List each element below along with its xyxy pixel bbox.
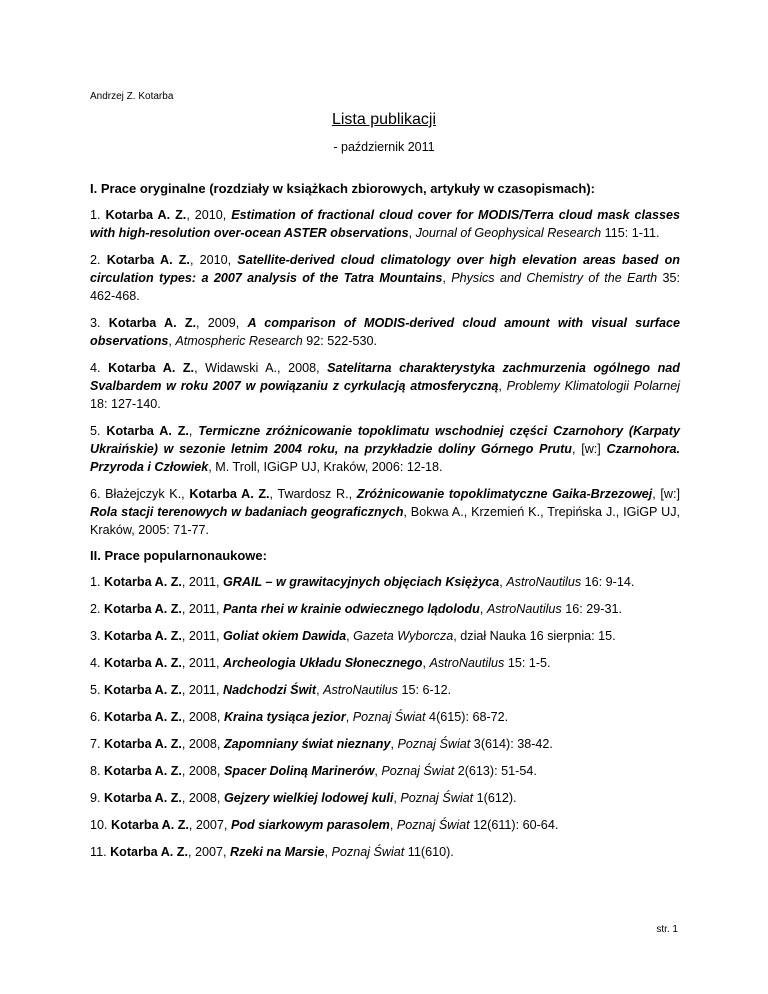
entry-number: 4. — [90, 361, 109, 375]
publication-entry — [90, 600, 680, 618]
publication-entry — [90, 762, 680, 780]
entry-journal: Poznaj Świat — [400, 791, 474, 805]
entry-title-wrap — [224, 737, 391, 751]
publication-entry — [90, 485, 680, 539]
entry-title-wrap — [224, 764, 374, 778]
entry-number: 6. — [90, 487, 106, 501]
entry-title: GRAIL – w grawitacyjnych objęciach Księżyca — [223, 575, 500, 589]
entry-year: , 2007, — [188, 818, 231, 832]
entry-title: Rzeki na Marsie — [230, 845, 325, 859]
publication-entry — [90, 627, 680, 645]
entry-author: Kotarba A. Z. — [104, 575, 182, 589]
entry-author: Kotarba A. Z. — [104, 764, 182, 778]
entry-separator: , — [316, 683, 324, 697]
entry-details: 16: 29-31. — [561, 602, 622, 616]
entry-journal: AstroNautilus — [323, 683, 398, 697]
entry-title-wrap — [223, 629, 346, 643]
entry-details: , M. Troll, IGiGP UJ, Kraków, 2006: 12-18. — [208, 460, 443, 474]
entry-number: 6. — [90, 710, 105, 724]
publication-entry — [90, 708, 680, 726]
entry-book: Rola stacji terenowych w badaniach geograficznych — [90, 505, 404, 519]
entry-title: Satellite-derived cloud climatology over high elevation areas based on circulation types: a 2007 analysis of the Tatra Mountains — [90, 253, 680, 285]
entry-title: Spacer Doliną Marinerów — [223, 764, 375, 778]
entry-number: 2. — [90, 253, 107, 267]
entry-year: , 2011, — [181, 683, 223, 697]
entry-journal: Poznaj Świat — [331, 845, 405, 859]
entry-separator: , — [499, 575, 507, 589]
entry-author: Kotarba A. Z. — [106, 253, 190, 267]
publication-entry — [90, 422, 680, 476]
publication-entry — [90, 573, 680, 591]
entry-year: , 2008, — [181, 737, 224, 751]
entry-number: 9. — [90, 791, 105, 805]
entry-details: 15: 1-5. — [504, 656, 551, 670]
entry-title-wrap — [223, 602, 480, 616]
entry-details: , dział Nauka 16 sierpnia: 15. — [453, 629, 616, 643]
publication-entry — [90, 735, 680, 753]
entry-details: 4(615): 68-72. — [425, 710, 509, 724]
entry-year: , Twardosz R., — [269, 487, 357, 501]
entry-author: Kotarba A. Z. — [108, 361, 195, 375]
entry-year: , 2010, — [189, 253, 238, 267]
entry-coauthors: Błażejczyk K., — [105, 487, 190, 501]
entry-title: Satelitarna charakterystyka zachmurzenia ogólnego nad Svalbardem w roku 2007 w powiązaniu z cyrkulacją atmosferyczną — [90, 361, 680, 393]
entry-year: , 2011, — [181, 602, 223, 616]
entry-separator: , [w:] — [652, 487, 681, 501]
entry-title: A comparison of MODIS-derived cloud amount with visual surface observations — [90, 316, 680, 348]
entry-number: 5. — [90, 683, 105, 697]
entry-title: Nadchodzi Świt — [223, 683, 317, 697]
entry-title: Archeologia Układu Słonecznego — [223, 656, 423, 670]
entry-title: Gejzery wielkiej lodowej kuli — [223, 791, 394, 805]
publication-entry — [90, 206, 680, 242]
entry-year: , 2008, — [181, 764, 224, 778]
entry-details: 16: 9-14. — [581, 575, 635, 589]
entry-details: 2(613): 51-54. — [454, 764, 537, 778]
entry-details: 15: 6-12. — [397, 683, 452, 697]
entry-year: , 2008, — [181, 710, 224, 724]
entry-author: Kotarba A. Z. — [105, 208, 187, 222]
entry-details: 1(612). — [473, 791, 517, 805]
entry-separator: , — [408, 226, 416, 240]
entry-number: 7. — [90, 737, 105, 751]
entry-book: Czarnohora. Przyroda i Człowiek — [90, 442, 680, 474]
section-heading: I. Prace oryginalne (rozdziały w książkach zbiorowych, artykuły w czasopismach): — [90, 181, 596, 196]
entry-separator: , — [442, 271, 452, 285]
entry-author: Kotarba A. Z. — [104, 683, 182, 697]
entry-details: 115: 1-11. — [601, 226, 660, 240]
entry-author: Kotarba A. Z. — [104, 629, 182, 643]
entry-author: Kotarba A. Z. — [104, 737, 182, 751]
publication-entry — [90, 816, 680, 834]
entry-separator: , — [479, 602, 487, 616]
entry-title: Zapomniany świat nieznany — [223, 737, 391, 751]
entry-separator: , — [422, 656, 430, 670]
entry-author: Kotarba A. Z. — [108, 316, 197, 330]
section-original-works — [90, 180, 680, 539]
entry-title-wrap — [223, 656, 422, 670]
publication-entry — [90, 251, 680, 305]
entry-year: , — [188, 424, 199, 438]
entry-journal: AstroNautilus — [506, 575, 582, 589]
entry-year: , 2011, — [181, 656, 223, 670]
publication-entry — [90, 314, 680, 350]
entry-year: , 2011, — [181, 575, 223, 589]
entry-number: 1. — [90, 575, 105, 589]
section-popular-works — [90, 547, 680, 861]
entry-author: Kotarba A. Z. — [111, 818, 189, 832]
entry-title-wrap — [223, 683, 316, 697]
entry-number: 4. — [90, 656, 105, 670]
entry-author: Kotarba A. Z. — [104, 602, 182, 616]
entry-details: 11(610). — [404, 845, 454, 859]
entry-separator: , — [498, 379, 507, 393]
entry-author: Kotarba A. Z. — [189, 487, 270, 501]
entry-title: Panta rhei w krainie odwiecznego lądolodu — [223, 602, 480, 616]
document-date: - październik 2011 — [333, 140, 435, 154]
entry-journal: AstroNautilus — [429, 656, 505, 670]
entry-details: , Bokwa A., Krzemień K., Trepińska J., IGiGP UJ, Kraków, 2005: 71-77. — [90, 505, 680, 537]
entry-number: 3. — [90, 316, 109, 330]
entry-year: , 2009, — [196, 316, 248, 330]
document-title: Lista publikacji — [331, 111, 437, 128]
entry-title: Pod siarkowym parasolem — [230, 818, 390, 832]
entry-title-wrap — [230, 845, 325, 859]
entry-title: Kraina tysiąca jezior — [223, 710, 346, 724]
entry-title: Estimation of fractional cloud cover for MODIS/Terra cloud mask classes with high-resolution over-ocean ASTER observations — [90, 208, 680, 240]
publication-entry — [90, 681, 680, 699]
entry-title-wrap — [231, 818, 390, 832]
entry-details: 12(611): 60-64. — [469, 818, 559, 832]
entry-title-wrap — [357, 487, 653, 501]
publication-entry — [90, 843, 680, 861]
entry-details: 3(614): 38-42. — [470, 737, 553, 751]
entry-separator: , — [168, 334, 176, 348]
entry-separator: , — [324, 845, 332, 859]
entry-details: 18: 127-140. — [90, 397, 161, 411]
entry-title-wrap — [224, 710, 346, 724]
entry-journal: Poznaj Świat — [381, 764, 455, 778]
entry-number: 3. — [90, 629, 105, 643]
entry-separator: , — [345, 710, 353, 724]
entry-year: , 2008, — [181, 791, 224, 805]
entry-book-wrap — [90, 505, 403, 519]
entry-year: , 2010, — [186, 208, 232, 222]
entry-journal: Atmospheric Research — [175, 334, 303, 348]
entry-details: 35: 462-468. — [90, 271, 681, 303]
entry-separator: , — [389, 818, 397, 832]
entry-number: 11. — [90, 845, 111, 859]
publication-entry — [90, 789, 680, 807]
page-number: str. 1 — [656, 924, 678, 935]
entry-separator: , — [374, 764, 382, 778]
publication-list — [90, 573, 680, 861]
entry-title-wrap — [224, 791, 393, 805]
entry-details: 92: 522-530. — [302, 334, 378, 348]
entry-title: Termiczne zróżnicowanie topoklimatu wschodniej części Czarnohory (Karpaty Ukraińskie) w sezonie letnim 2004 roku, na przykładzie doliny Górnego Prutu — [90, 424, 680, 456]
section-heading: II. Prace popularnonaukowe: — [90, 548, 267, 563]
entry-journal: Poznaj Świat — [396, 818, 470, 832]
entry-author: Kotarba A. Z. — [106, 424, 189, 438]
entry-journal: Problemy Klimatologii Polarnej — [506, 379, 680, 393]
publication-list — [90, 206, 680, 539]
entry-author: Kotarba A. Z. — [104, 656, 182, 670]
entry-author: Kotarba A. Z. — [104, 791, 182, 805]
entry-year: , Widawski A., 2008, — [194, 361, 328, 375]
entry-number: 1. — [90, 208, 106, 222]
publication-entry — [90, 654, 680, 672]
entry-number: 5. — [90, 424, 107, 438]
publication-entry — [90, 359, 680, 413]
entry-title: Goliat okiem Dawida — [223, 629, 347, 643]
entry-journal: Poznaj Świat — [352, 710, 426, 724]
entry-journal: Poznaj Świat — [397, 737, 471, 751]
entry-title-wrap — [223, 575, 499, 589]
entry-journal: Gazeta Wyborcza — [353, 629, 454, 643]
entry-title: Zróżnicowanie topoklimatyczne Gaika-Brzezowej — [356, 487, 653, 501]
entry-journal: Physics and Chemistry of the Earth — [451, 271, 658, 285]
entry-author: Kotarba A. Z. — [110, 845, 188, 859]
entry-number: 2. — [90, 602, 105, 616]
entry-year: , 2011, — [181, 629, 223, 643]
entry-journal: Journal of Geophysical Research — [415, 226, 602, 240]
entry-year: , 2007, — [187, 845, 230, 859]
entry-separator: , — [390, 737, 398, 751]
author-name: Andrzej Z. Kotarba — [90, 91, 174, 102]
entry-separator: , [w:] — [571, 442, 607, 456]
entry-separator: , — [346, 629, 354, 643]
entry-number: 8. — [90, 764, 105, 778]
entry-separator: , — [393, 791, 401, 805]
entry-number: 10. — [90, 818, 112, 832]
entry-journal: AstroNautilus — [486, 602, 562, 616]
entry-author: Kotarba A. Z. — [104, 710, 182, 724]
